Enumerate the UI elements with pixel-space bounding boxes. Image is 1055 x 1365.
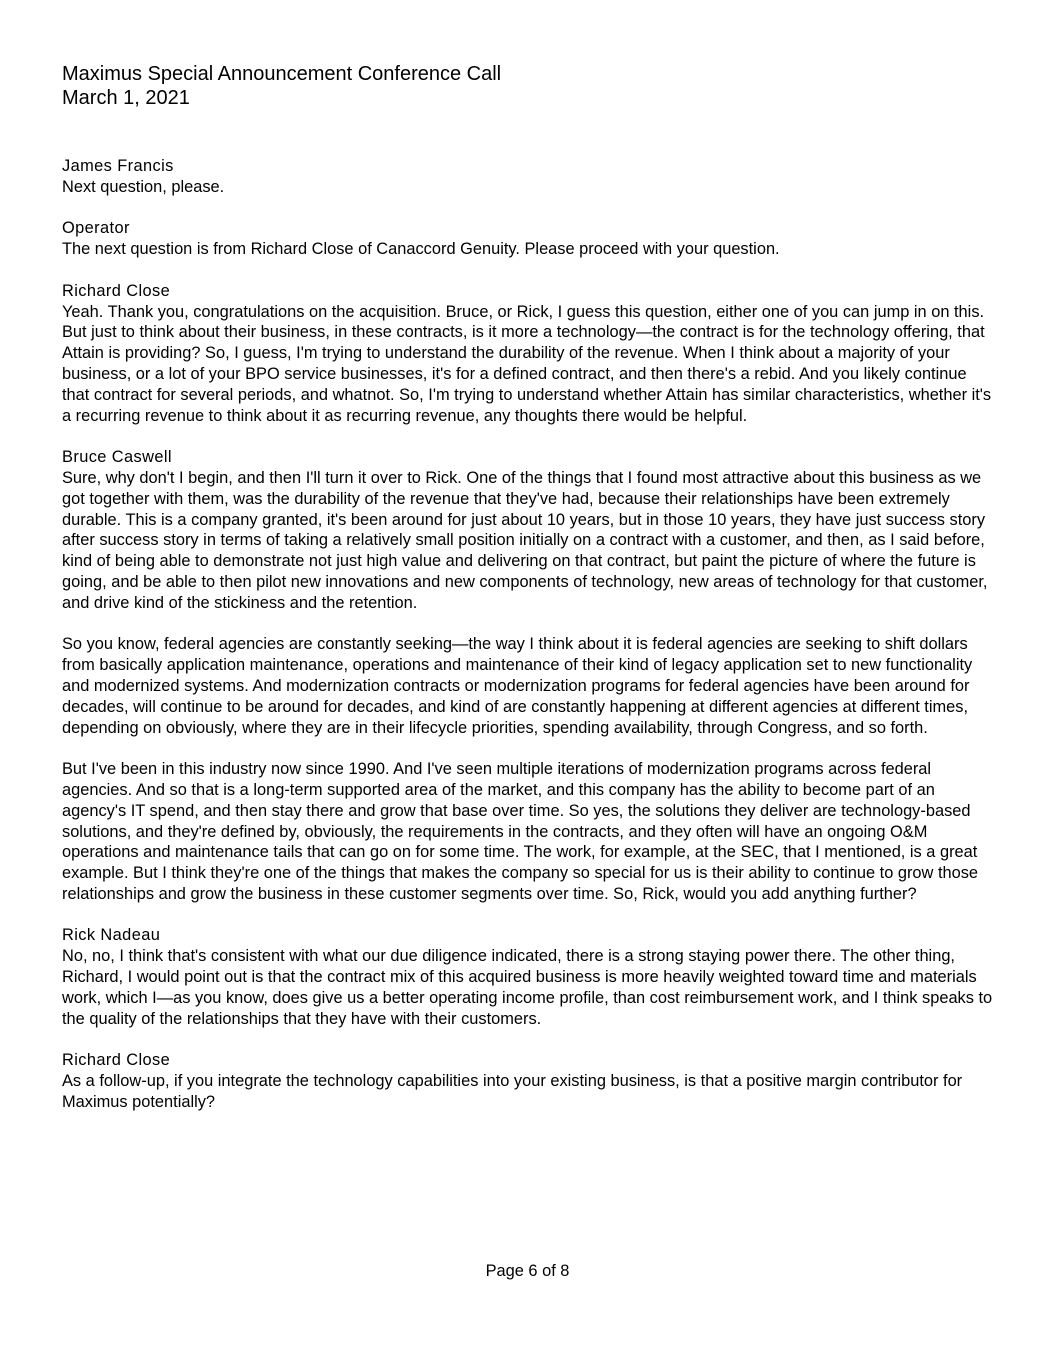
transcript-paragraph: Next question, please.: [62, 177, 225, 196]
transcript-paragraph: The next question is from Richard Close of Canaccord Genuity. Please proceed with your question.: [62, 240, 780, 259]
document-header: [62, 62, 501, 110]
document-date: March 1, 2021: [62, 87, 190, 109]
speaker-name: Richard Close: [62, 1051, 171, 1070]
transcript-block: [62, 925, 997, 1029]
transcript-paragraph: No, no, I think that's consistent with what our due diligence indicated, there is a strong staying power there. The other thing, Richard, I would point out is that the contract mix of this acquired business is more heavily weighted toward time and materials work, which I—as you know, does give us a better operating income profile, than cost reimbursement work, and I think speaks to the quality of the relationships that they have with their customers.: [62, 947, 993, 1028]
transcript-paragraph: Yeah. Thank you, congratulations on the acquisition. Bruce, or Rick, I guess this question, either one of you can jump in on this. But just to think about their business, in these contracts, is it more a technology—the contract is for the technology offering, that Attain is providing? So, I guess, I'm trying to understand the durability of the revenue. When I think about a majority of your business, or a lot of your BPO service businesses, it's for a defined contract, and then there's a rebid. And you likely continue that contract for several periods, and whatnot. So, I'm trying to understand whether Attain has similar characteristics, whether it's a recurring revenue to think about it as recurring revenue, any thoughts there would be helpful.: [62, 302, 992, 425]
transcript-block: [62, 1050, 997, 1112]
transcript-block: [62, 281, 997, 427]
speaker-name: Richard Close: [62, 281, 171, 300]
speaker-name: Operator: [62, 219, 130, 238]
transcript-block: [62, 218, 997, 260]
speaker-name: James Francis: [62, 157, 174, 175]
speaker-name: Rick Nadeau: [62, 926, 161, 945]
document-title: Maximus Special Announcement Conference Call: [62, 63, 502, 85]
transcript-paragraph: But I've been in this industry now since 1990. And I've seen multiple iterations of modernization programs across federal agencies. And so that is a long-term supported area of the market, and this company has the ability to become part of an agency's IT spend, and then stay there and grow that base over time. So yes, the solutions they deliver are technology-based solutions, and they're defined by, obviously, the requirements in the contracts, and they often will have an ongoing O&M operations and maintenance tails that can go on for some time. The work, for example, at the SEC, that I mentioned, is a great example. But I think they're one of the things that makes the company so special for us is their ability to continue to grow those relationships and grow the business in these customer segments over time. So, Rick, would you add anything further?: [62, 760, 979, 903]
transcript-block: [62, 156, 997, 198]
transcript-paragraph: As a follow-up, if you integrate the technology capabilities into your existing business, is that a positive margin contributor for Maximus potentially?: [62, 1072, 963, 1111]
speaker-name: Bruce Caswell: [62, 448, 172, 467]
transcript-paragraph: Sure, why don't I begin, and then I'll turn it over to Rick. One of the things that I found most attractive about this business as we got together with them, was the durability of the revenue that they've had, because their relationships have been extremely durable. This is a company granted, it's been around for just about 10 years, but in those 10 years, they have just success story after success story in terms of taking a relatively small position initially on a contract with a customer, and then, as I said before, kind of being able to demonstrate not just high value and delivering on that contract, but paint the picture of where the future is going, and be able to then pilot new innovations and new components of technology, new areas of technology for that customer, and drive kind of the stickiness and the retention.: [62, 468, 988, 612]
transcript-body: [62, 156, 997, 1133]
transcript-block: [62, 447, 997, 905]
transcript-paragraph: So you know, federal agencies are constantly seeking—the way I think about it is federal agencies are seeking to shift dollars from basically application maintenance, operations and maintenance of their kind of legacy application set to new functionality and modernized systems. And modernization contracts or modernization programs for federal agencies have been around for decades, will continue to be around for decades, and kind of are constantly happening at different agencies at different times, depending on obviously, where they are in their lifecycle priorities, spending availability, through Congress, and so forth.: [62, 635, 973, 737]
page-number: Page 6 of 8: [485, 1262, 570, 1280]
